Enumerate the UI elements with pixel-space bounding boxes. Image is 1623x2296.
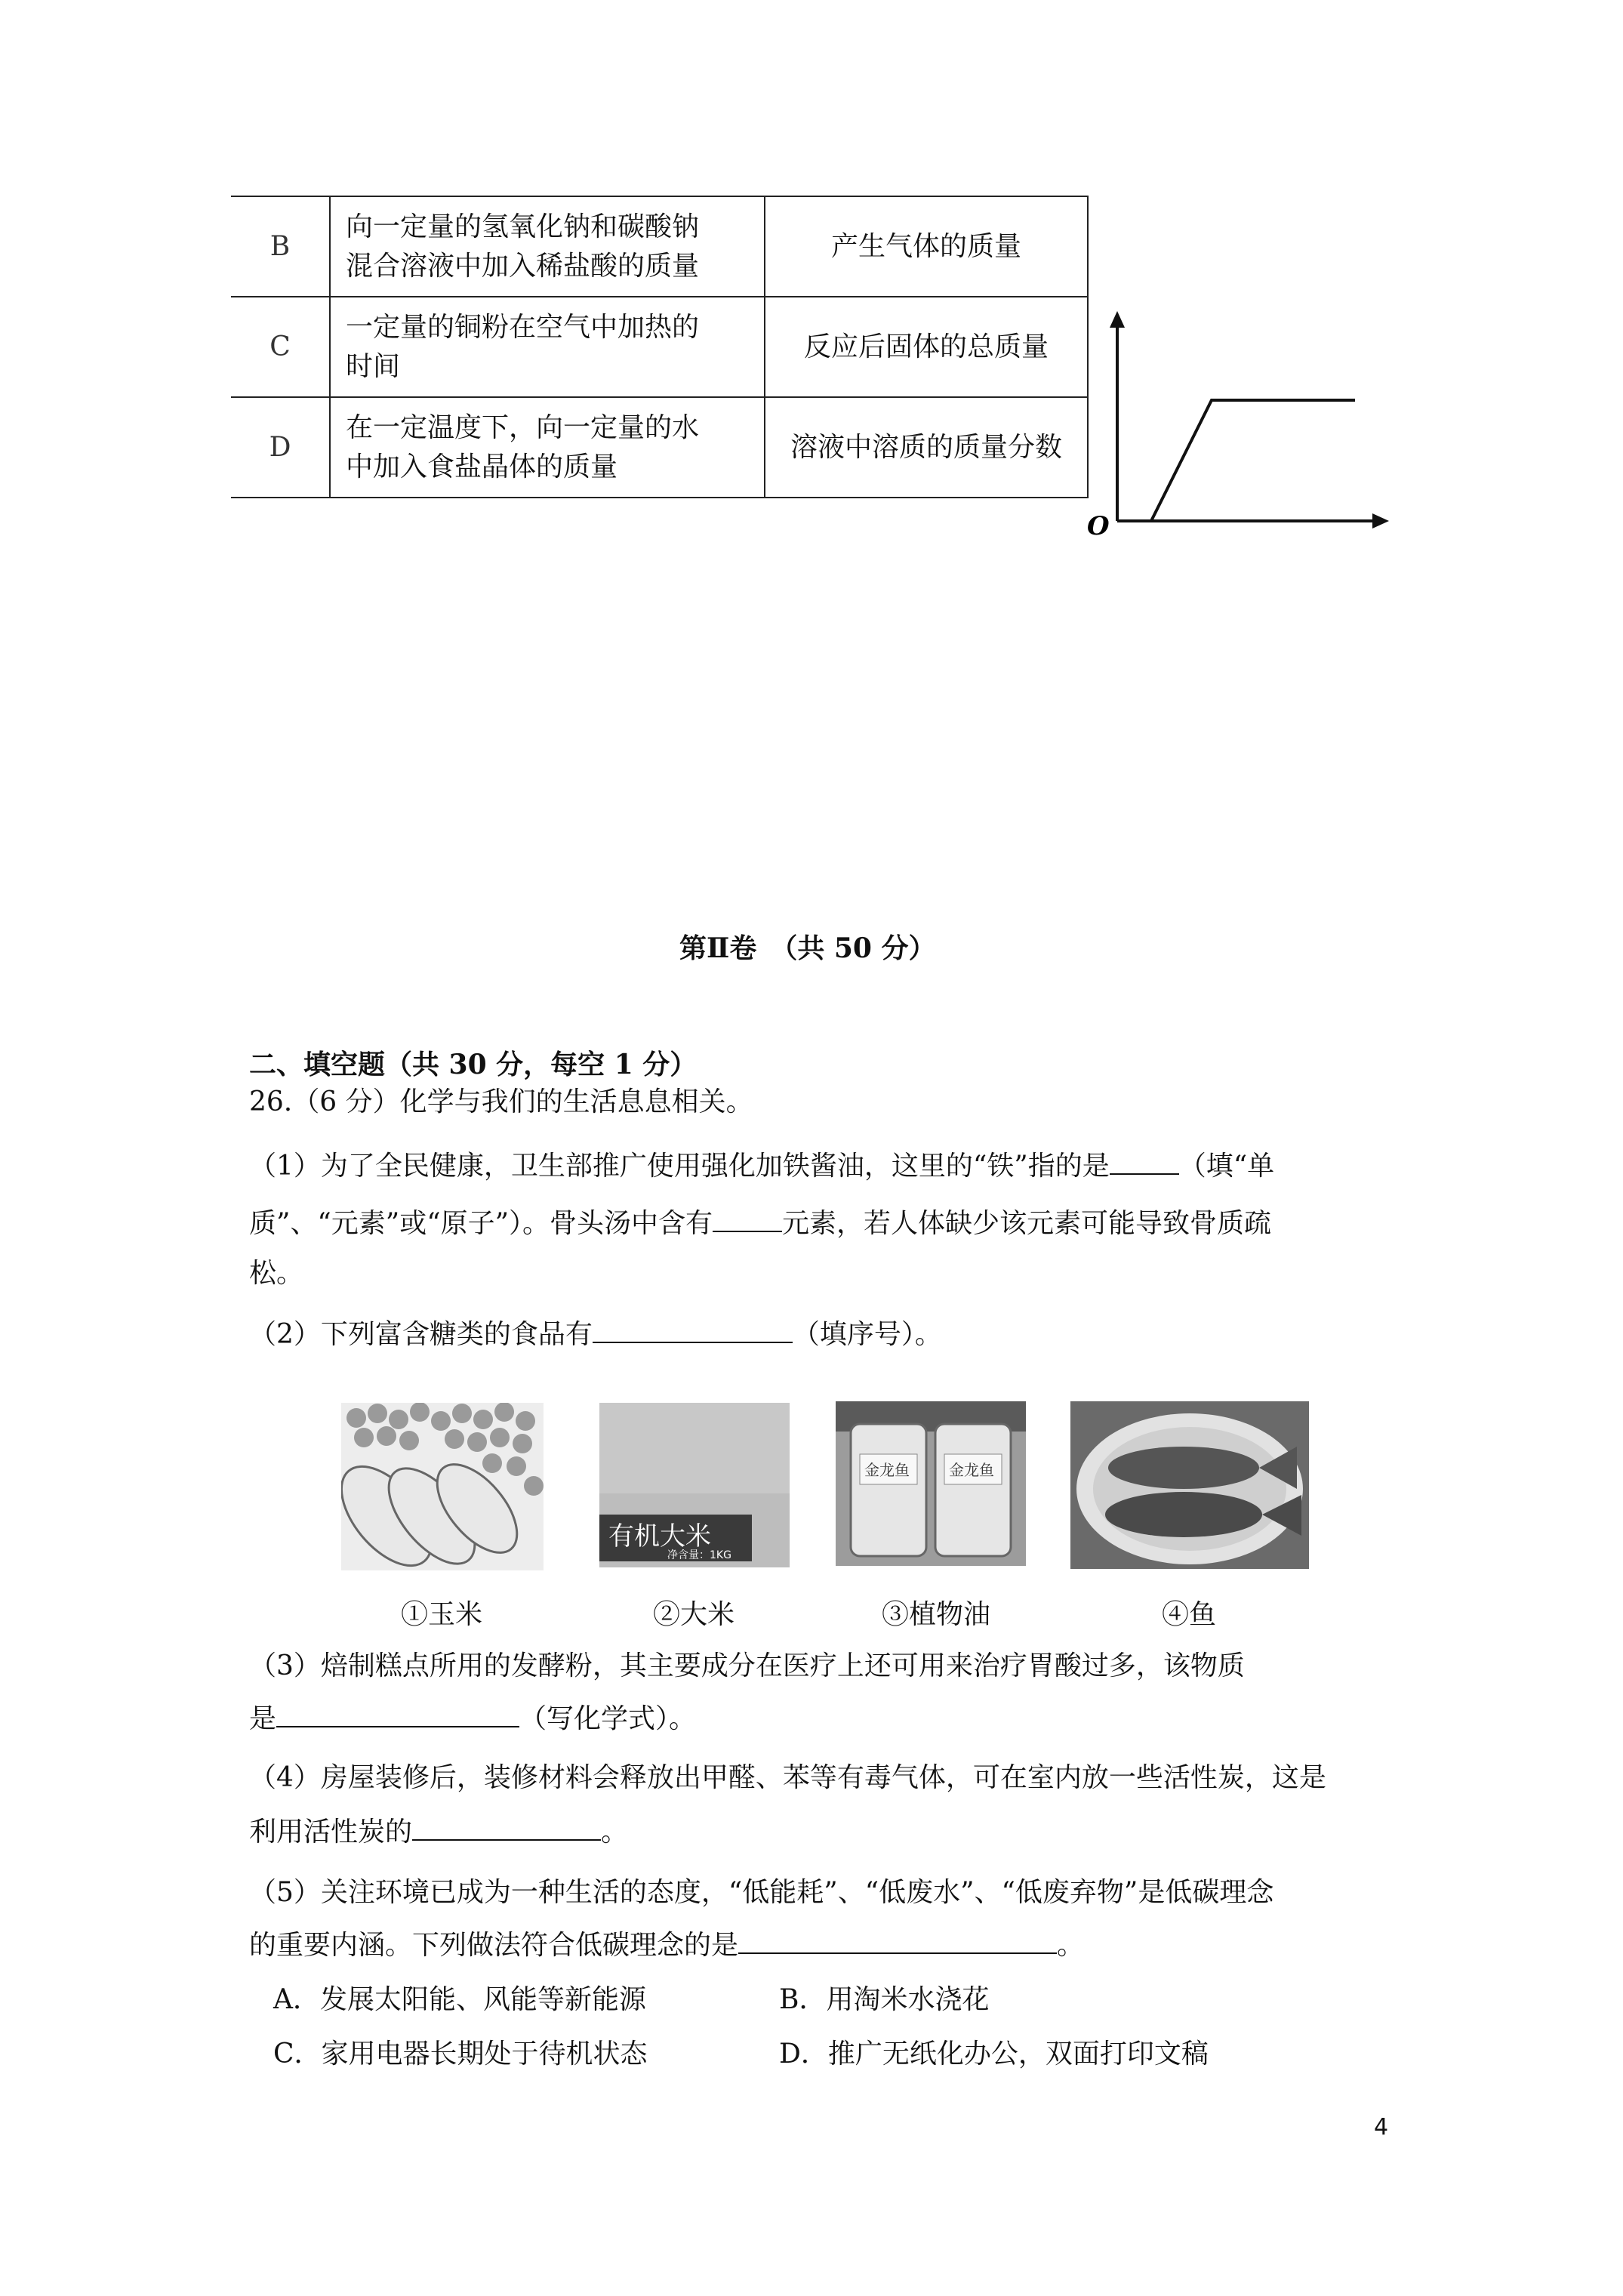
x-desc-line2: 混合溶液中加入稀盐酸的质量 [346, 250, 700, 282]
corn-image [341, 1403, 544, 1570]
text: （填序号）。 [792, 1319, 942, 1350]
x-axis-desc [330, 196, 765, 297]
text: 。 [601, 1817, 629, 1848]
x-desc-line1: 向一定量的氢氧化钠和碳酸钠 [346, 211, 700, 242]
q26-p5-line2 [249, 1927, 1084, 1965]
table-row [231, 196, 1088, 297]
question-stem: 26.（6 分）化学与我们的生活息息相关。 [249, 1086, 753, 1117]
answer-blank[interactable] [593, 1319, 793, 1343]
y-axis-arrow [1110, 311, 1125, 328]
x-axis-arrow [1372, 513, 1389, 529]
text: 利用活性炭的 [249, 1817, 413, 1848]
text: 质”、“元素”或“原子”）。骨头汤中含有 [249, 1208, 713, 1239]
answer-blank[interactable] [713, 1208, 782, 1232]
option-a: A．发展太阳能、风能等新能源 [273, 1984, 646, 2015]
x-desc-line2: 中加入食盐晶体的质量 [346, 451, 618, 482]
y-axis-desc: 产生气体的质量 [765, 196, 1088, 297]
food-caption: ④鱼 [1161, 1599, 1216, 1630]
option-c: C．家用电器长期处于待机状态 [273, 2039, 648, 2069]
option-b: B．用淘米水浇花 [779, 1984, 990, 2015]
q26-p1-line1 [249, 1148, 1274, 1185]
q26-p4-line2 [249, 1814, 628, 1851]
q26-p4-line1: （4）房屋装修后，装修材料会释放出甲醛、苯等有毒气体，可在室内放一些活性炭，这是 [249, 1762, 1326, 1793]
x-axis-desc [330, 397, 765, 498]
trend-graph [1072, 302, 1404, 551]
text: 是 [249, 1703, 277, 1734]
table-row [231, 397, 1088, 498]
q26-p1-line2 [249, 1205, 1271, 1243]
y-axis-desc: 溶液中溶质的质量分数 [765, 397, 1088, 498]
x-desc-line2: 时间 [346, 350, 401, 382]
rice-bag-text: 有机大米 [608, 1521, 711, 1552]
vegetable-oil-image [836, 1401, 1026, 1566]
q26-p3-line2 [249, 1700, 696, 1738]
rice-image [599, 1403, 790, 1567]
x-desc-line1: 在一定温度下，向一定量的水 [346, 411, 700, 443]
fish-image [1070, 1401, 1309, 1569]
text: 元素，若人体缺少该元素可能导致骨质疏 [782, 1208, 1272, 1239]
option-d: D．推广无纸化办公，双面打印文稿 [779, 2039, 1209, 2069]
oil-label: 金龙鱼 [864, 1461, 910, 1479]
answer-blank[interactable] [412, 1817, 601, 1841]
answer-blank[interactable] [1110, 1151, 1179, 1175]
q26-p2 [249, 1316, 942, 1354]
part-heading: 二、填空题（共 30 分，每空 1 分） [249, 1049, 698, 1080]
rice-bag-sub: 净含量：1KG [667, 1549, 731, 1561]
q26-p5-line1: （5）关注环境已成为一种生活的态度，“低能耗”、“低废水”、“低废弃物”是低碳理念 [249, 1877, 1274, 1908]
text: （填“单 [1178, 1151, 1275, 1182]
page-number: 4 [1374, 2114, 1389, 2140]
answer-blank[interactable] [276, 1703, 519, 1727]
x-desc-line1: 一定量的铜粉在空气中加热的 [346, 311, 700, 343]
text: 。 [1057, 1930, 1085, 1961]
options-table [231, 196, 1089, 498]
graph-line [1151, 400, 1355, 521]
food-caption: ③植物油 [881, 1599, 990, 1630]
section-title: 第Ⅱ卷 （共 50 分） [679, 932, 936, 964]
oil-label: 金龙鱼 [949, 1461, 994, 1479]
table-row [231, 297, 1088, 397]
origin-label: O [1087, 511, 1110, 541]
x-axis-desc [330, 297, 765, 397]
y-axis-desc: 反应后固体的总质量 [765, 297, 1088, 397]
q26-p3-line1: （3）焙制糕点所用的发酵粉，其主要成分在医疗上还可用来治疗胃酸过多，该物质 [249, 1650, 1245, 1681]
row-label: C [231, 297, 330, 397]
row-label: D [231, 397, 330, 498]
text: （写化学式）。 [519, 1703, 697, 1734]
text: 的重要内涵。下列做法符合低碳理念的是 [249, 1930, 739, 1961]
q26-p1-line3: 松。 [249, 1258, 304, 1289]
row-label: B [231, 196, 330, 297]
text: （2）下列富含糖类的食品有 [249, 1319, 593, 1350]
answer-blank[interactable] [738, 1930, 1057, 1954]
food-caption: ②大米 [652, 1599, 735, 1630]
food-caption: ①玉米 [400, 1599, 482, 1630]
text: （1）为了全民健康，卫生部推广使用强化加铁酱油，这里的“铁”指的是 [249, 1151, 1110, 1182]
